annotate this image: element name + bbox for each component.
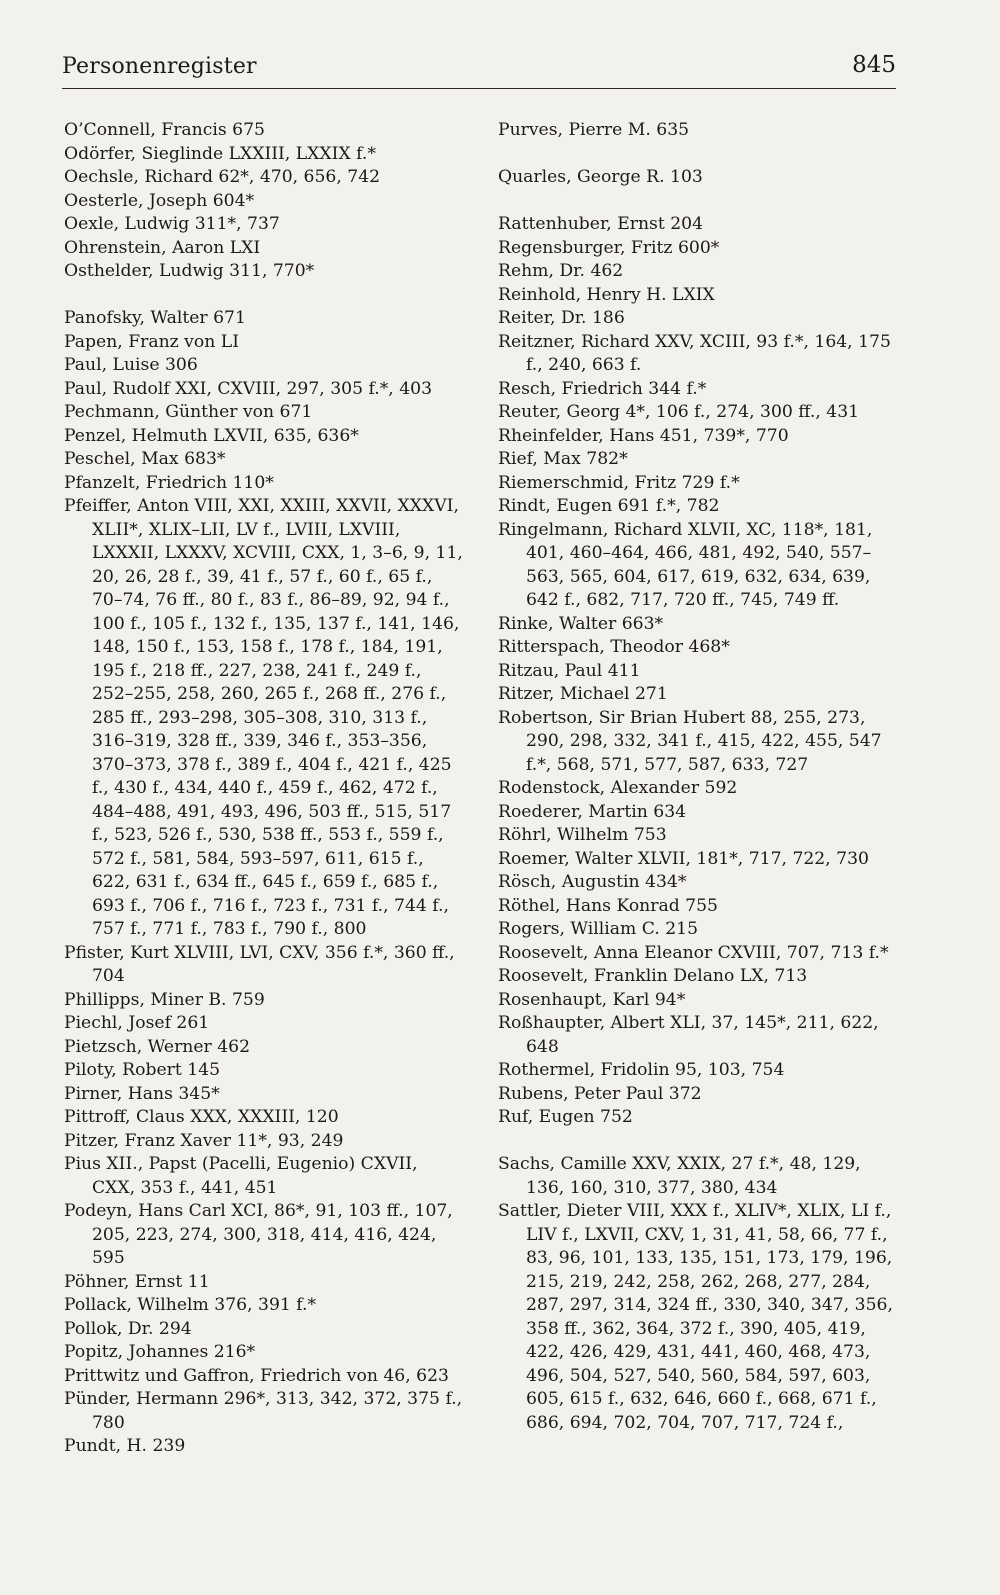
index-entry: Roosevelt, Anna Eleanor CXVIII, 707, 713 f.* xyxy=(498,942,889,963)
index-entry: Rosenhaupt, Karl 94* xyxy=(498,989,686,1010)
section-gap xyxy=(498,143,898,167)
section-gap xyxy=(498,1130,898,1154)
index-entry: Ohrenstein, Aaron LXI xyxy=(64,237,261,258)
index-entry: Roemer, Walter XLVII, 181*, 717, 722, 730 xyxy=(498,848,869,869)
index-entry: Podeyn, Hans Carl XCI, 86*, 91, 103 ff., 107, 205, 223, 274, 300, 318, 414, 416, 424, 595 xyxy=(64,1201,453,1268)
index-entry: Roßhaupter, Albert XLI, 37, 145*, 211, 622, 648 xyxy=(498,1013,879,1057)
index-entry: Rogers, William C. 215 xyxy=(498,919,699,939)
index-entry: Pittroff, Claus XXX, XXXIII, 120 xyxy=(64,1107,339,1127)
index-column-right xyxy=(498,119,898,1435)
index-entry: Röthel, Hans Konrad 755 xyxy=(498,895,718,916)
index-entry: Prittwitz und Gaffron, Friedrich von 46, 623 xyxy=(64,1365,449,1386)
index-entry: Reitzner, Richard XXV, XCIII, 93 f.*, 164, 175 f., 240, 663 f. xyxy=(498,331,891,375)
index-entry: Pünder, Hermann 296*, 313, 342, 372, 375 f., 780 xyxy=(64,1389,463,1433)
index-entry: Pietzsch, Werner 462 xyxy=(64,1036,251,1057)
index-entry: Purves, Pierre M. 635 xyxy=(498,120,690,140)
index-entry: O’Connell, Francis 675 xyxy=(64,120,265,140)
index-entry: Oesterle, Joseph 604* xyxy=(64,190,255,211)
index-entry: Rheinfelder, Hans 451, 739*, 770 xyxy=(498,425,789,446)
index-entry: Quarles, George R. 103 xyxy=(498,167,703,187)
section-gap xyxy=(498,190,898,214)
index-entry: Rothermel, Fridolin 95, 103, 754 xyxy=(498,1060,785,1080)
index-entry: Pöhner, Ernst 11 xyxy=(64,1271,210,1292)
index-entry: Pollack, Wilhelm 376, 391 f.* xyxy=(64,1295,317,1315)
index-entry: Popitz, Johannes 216* xyxy=(64,1342,256,1362)
index-entry: Pfeiffer, Anton VIII, XXI, XXIII, XXVII, XXXVI, XLII*, XLIX–LII, LV f., LVIII, LXVIII, LXXXII, LXXXV, XCVIII, CXX, 1, 3–6, 9, 11, 20, 26, 28 f., 39, 41 f., 57 f., 60 f., 65 f., 70–74, 76 ff., 80 f., 83 f., 86–89, 92, 94 f., 100 f., 105 f., 132 f., 135, 137 f., 141, 146, 148, 150 f., 153, 158 f., 178 f., 184, 191, 195 f., 218 ff., 227, 238, 241 f., 249 f., 252–255, 258, 260, 265 f., 268 ff., 276 f., 285 ff., 293–298, 305–308, 310, 313 f., 316–319, 328 ff., 339, 346 f., 353–356, 370–373, 378 f., 389 f., 404 f., 421 f., 425 f., 430 f., 434, 440 f., 459 f., 462, 472 f., 484–488, 491, 493, 496, 503 ff., 515, 517 f., 523, 526 f., 530, 538 ff., 553 f., 559 f., 572 f., 581, 584, 593–597, 611, 615 f., 622, 631 f., 634 ff., 645 f., 659 f., 685 f., 693 f., 706 f., 716 f., 723 f., 731 f., 744 f., 757 f., 771 f., 783 f., 790 f., 800 xyxy=(64,496,463,939)
index-entry: Peschel, Max 683* xyxy=(64,449,226,469)
index-entry: Rubens, Peter Paul 372 xyxy=(498,1083,702,1104)
index-entry: Rösch, Augustin 434* xyxy=(498,872,687,892)
index-entry: Panofsky, Walter 671 xyxy=(64,308,246,328)
index-column-left xyxy=(64,119,466,1459)
index-entry: Oexle, Ludwig 311*, 737 xyxy=(64,214,280,234)
index-entry: Sachs, Camille XXV, XXIX, 27 f.*, 48, 129, 136, 160, 310, 377, 380, 434 xyxy=(498,1154,861,1198)
index-entry: Sattler, Dieter VIII, XXX f., XLIV*, XLIX, LI f., LIV f., LXVII, CXV, 1, 31, 41, 58, 66, 77 f., 83, 96, 101, 133, 135, 151, 173, 179, 196, 215, 219, 242, 258, 262, 268, 277, 284, 287, 297, 314, 324 ff., 330, 340, 347, 356, 358 ff., 362, 364, 372 f., 390, 405, 419, 422, 426, 429, 431, 441, 460, 468, 473, 496, 504, 527, 540, 560, 584, 597, 603, 605, 615 f., 632, 646, 660 f., 668, 671 f., 686, 694, 702, 704, 707, 717, 724 f., xyxy=(498,1201,893,1433)
index-entry: Reuter, Georg 4*, 106 f., 274, 300 ff., 431 xyxy=(498,402,860,422)
index-entry: Oechsle, Richard 62*, 470, 656, 742 xyxy=(64,167,381,187)
index-entry: Reinhold, Henry H. LXIX xyxy=(498,284,715,305)
index-entry: Pitzer, Franz Xaver 11*, 93, 249 xyxy=(64,1130,344,1151)
running-title: Personenregister xyxy=(62,54,257,79)
index-entry: Piechl, Josef 261 xyxy=(64,1013,210,1033)
index-entry: Roederer, Martin 634 xyxy=(498,801,687,822)
index-entry: Ritterspach, Theodor 468* xyxy=(498,637,730,657)
index-entry: Pius XII., Papst (Pacelli, Eugenio) CXVII, CXX, 353 f., 441, 451 xyxy=(64,1154,418,1198)
index-entry: Rehm, Dr. 462 xyxy=(498,261,624,281)
page-header xyxy=(62,52,896,92)
index-entry: Piloty, Robert 145 xyxy=(64,1060,221,1080)
index-entry: Pfanzelt, Friedrich 110* xyxy=(64,472,274,493)
index-entry: Rodenstock, Alexander 592 xyxy=(498,778,738,798)
index-entry: Pollok, Dr. 294 xyxy=(64,1318,192,1339)
index-entry: Rinke, Walter 663* xyxy=(498,613,664,634)
index-entry: Osthelder, Ludwig 311, 770* xyxy=(64,261,315,281)
index-entry: Ritzer, Michael 271 xyxy=(498,684,668,704)
index-entry: Pirner, Hans 345* xyxy=(64,1083,220,1104)
index-entry: Rindt, Eugen 691 f.*, 782 xyxy=(498,496,720,516)
index-entry: Reiter, Dr. 186 xyxy=(498,308,625,328)
index-entry: Rattenhuber, Ernst 204 xyxy=(498,214,704,234)
index-entry: Paul, Rudolf XXI, CXVIII, 297, 305 f.*, 403 xyxy=(64,378,433,399)
index-entry: Phillipps, Miner B. 759 xyxy=(64,989,265,1010)
header-rule xyxy=(62,88,896,89)
index-entry: Röhrl, Wilhelm 753 xyxy=(498,825,667,845)
index-entry: Pundt, H. 239 xyxy=(64,1436,186,1456)
index-entry: Roosevelt, Franklin Delano LX, 713 xyxy=(498,966,808,986)
section-gap xyxy=(64,284,466,308)
page-number: 845 xyxy=(852,52,896,78)
index-entry: Paul, Luise 306 xyxy=(64,355,198,375)
index-entry: Regensburger, Fritz 600* xyxy=(498,237,720,258)
index-entry: Pfister, Kurt XLVIII, LVI, CXV, 356 f.*, 360 ff., 704 xyxy=(64,942,455,986)
index-entry: Pechmann, Günther von 671 xyxy=(64,402,313,422)
index-entry: Ritzau, Paul 411 xyxy=(498,660,641,681)
index-entry: Rief, Max 782* xyxy=(498,449,628,469)
index-entry: Resch, Friedrich 344 f.* xyxy=(498,378,707,399)
index-entry: Robertson, Sir Brian Hubert 88, 255, 273, 290, 298, 332, 341 f., 415, 422, 455, 547 f.*, 568, 571, 577, 587, 633, 727 xyxy=(498,707,882,775)
index-entry: Riemerschmid, Fritz 729 f.* xyxy=(498,472,740,493)
index-entry: Odörfer, Sieglinde LXXIII, LXXIX f.* xyxy=(64,143,376,164)
index-entry: Ringelmann, Richard XLVII, XC, 118*, 181, 401, 460–464, 466, 481, 492, 540, 557–563, 565, 604, 617, 619, 632, 634, 639, 642 f., 682, 717, 720 ff., 745, 749 ff. xyxy=(498,519,873,610)
index-entry: Ruf, Eugen 752 xyxy=(498,1107,633,1127)
index-entry: Penzel, Helmuth LXVII, 635, 636* xyxy=(64,425,359,446)
index-entry: Papen, Franz von LI xyxy=(64,331,239,352)
